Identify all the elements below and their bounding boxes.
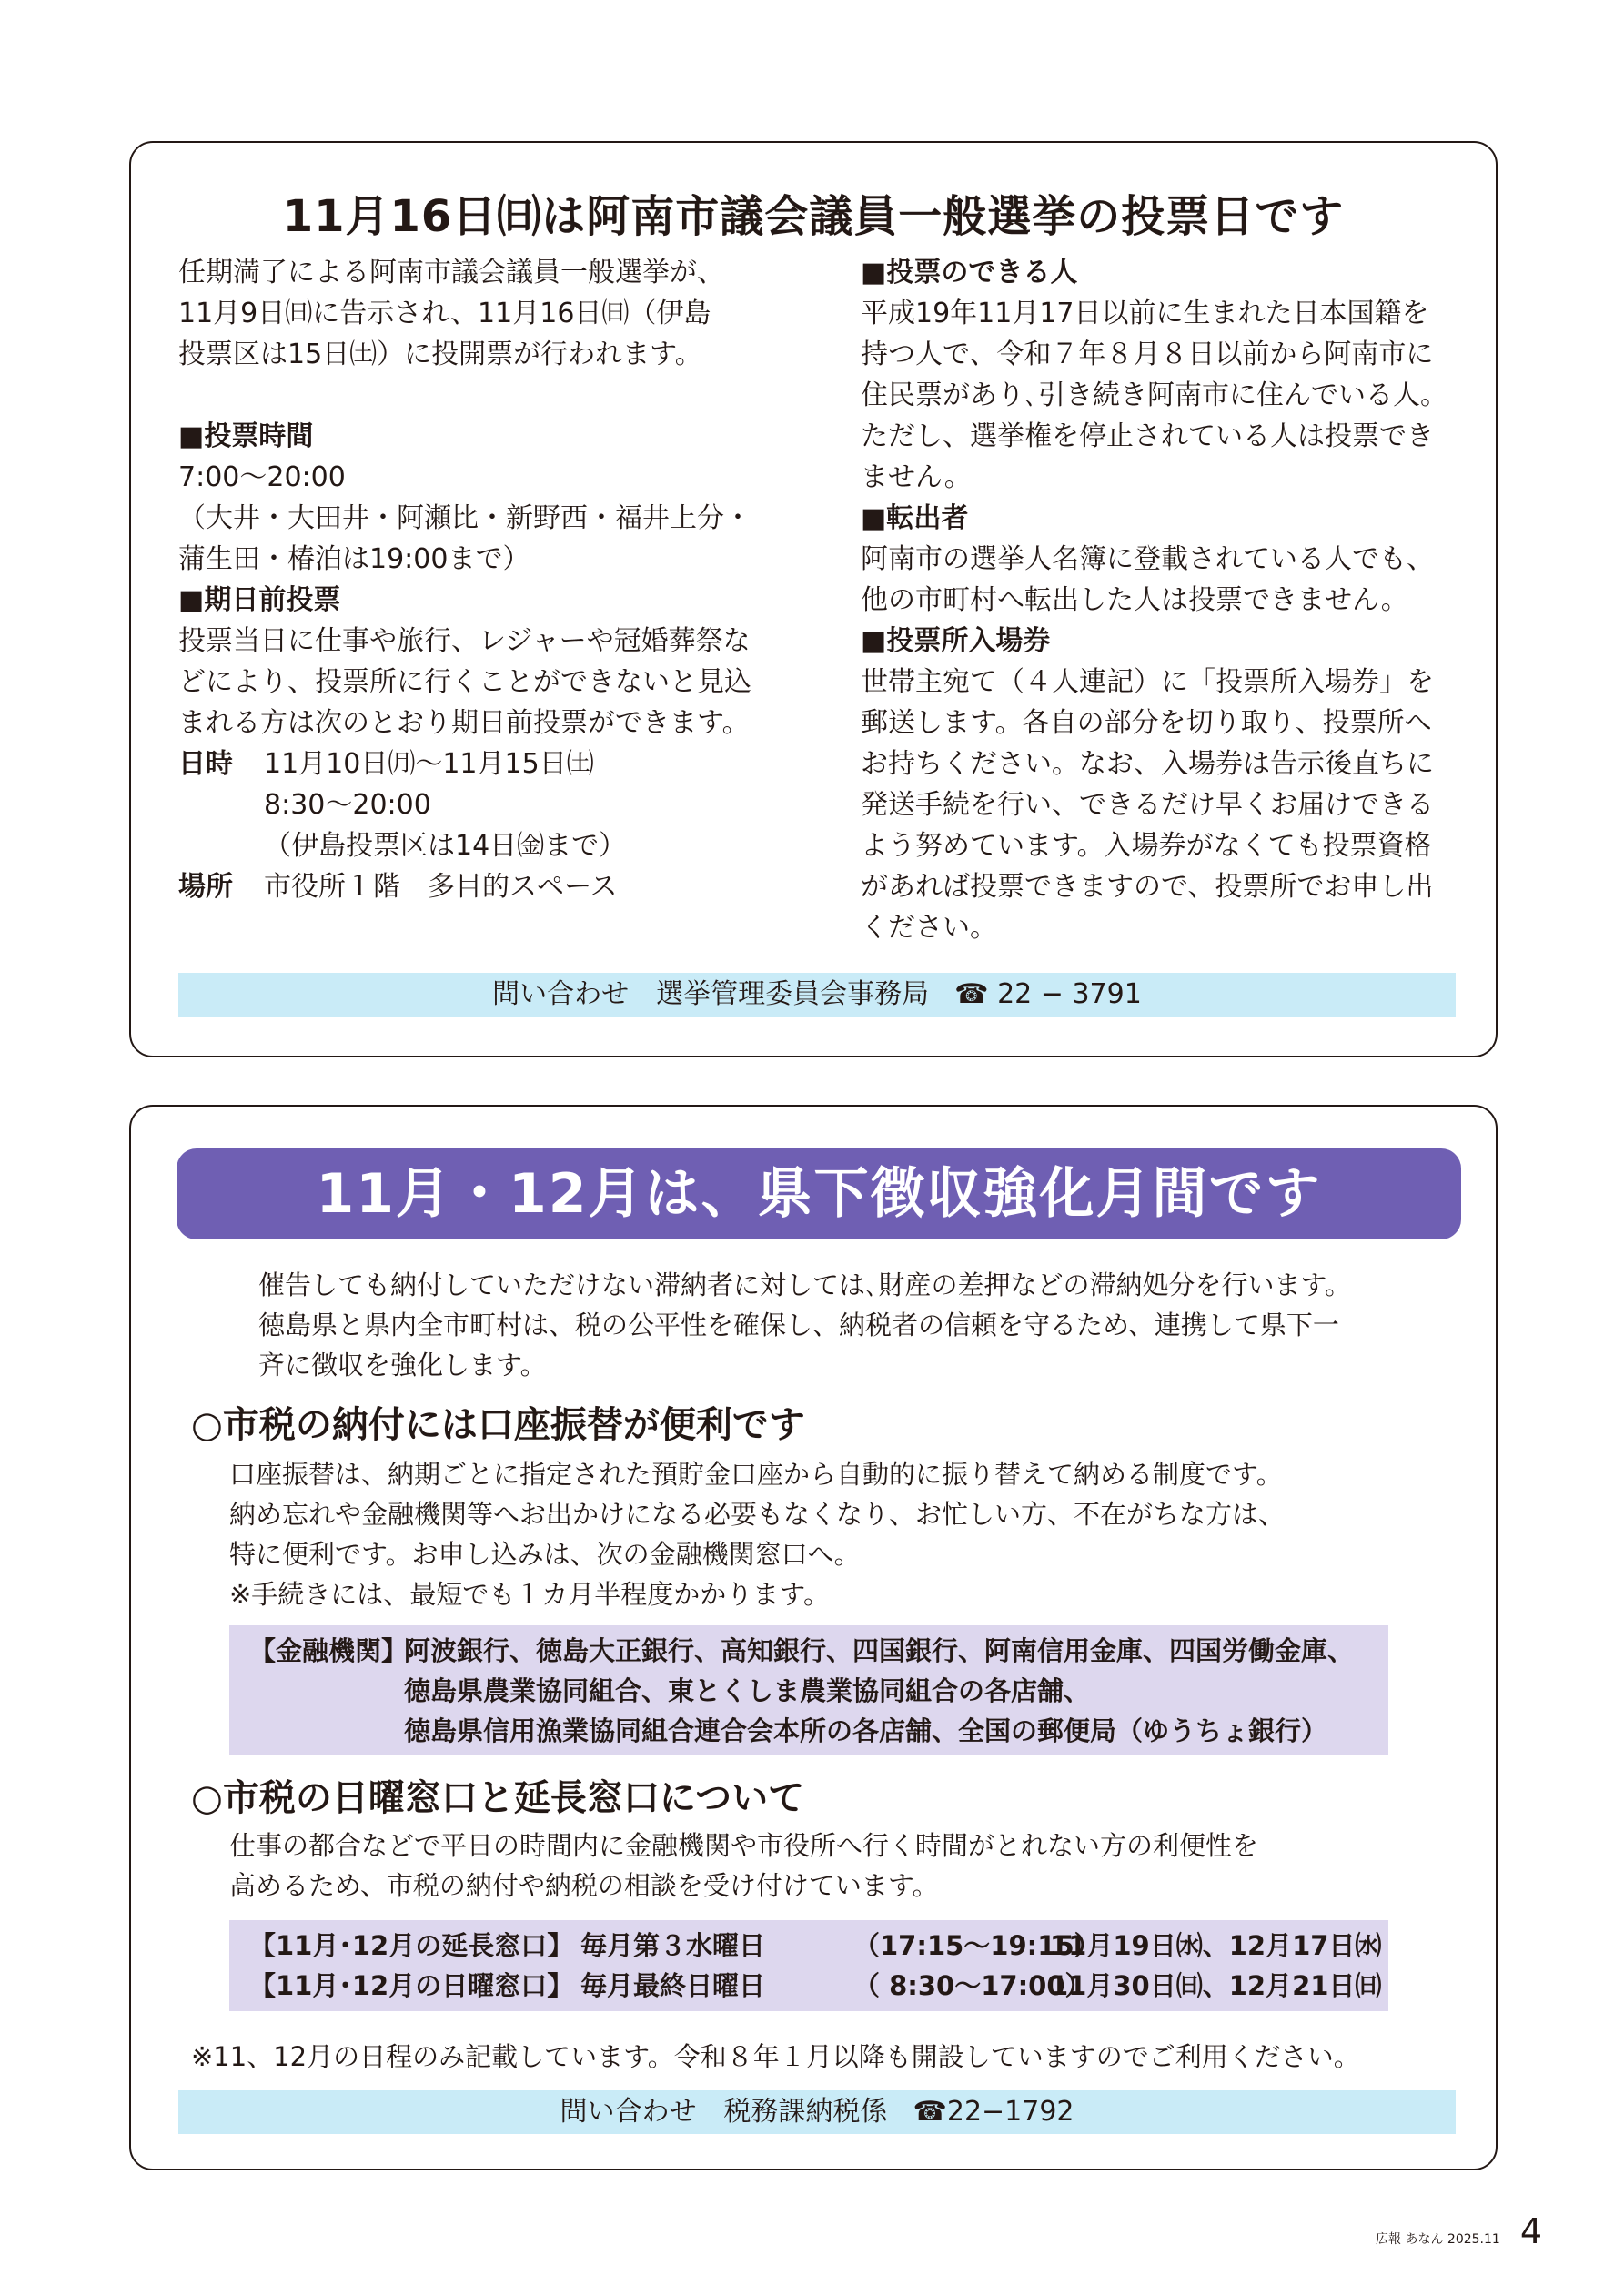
intro-line: 11月9日㈰に告示され、11月16日㈰（伊島 [178, 298, 711, 329]
moved-out-line: 阿南市の選挙人名簿に登載されている人でも、 [861, 543, 1434, 575]
body-line: 納め忘れや金融機関等へお出かけになる必要もなくなり、お忙しい方、不在がちな方は、 [229, 1499, 1286, 1530]
account-transfer-heading: ○市税の納付には口座振替が便利です [191, 1404, 805, 1446]
tax-intro [258, 1265, 1405, 1385]
voting-hours-line: 7:00〜20:00 [178, 461, 346, 493]
voting-hours-line: （大井・大田井・阿瀬比・新野西・福井上分・ [178, 502, 751, 534]
election-panel [129, 141, 1498, 1057]
early-voting-date-row [178, 743, 833, 784]
intro-line: 徳島県と県内全市町村は、税の公平性を確保し、納税者の信頼を守るため、連携して県下一 [258, 1310, 1339, 1340]
early-voting-heading: ■期日前投票 [178, 584, 341, 616]
eligible-line: ません。 [861, 461, 972, 493]
intro-line: 投票区は15日㈯）に投開票が行われます。 [178, 339, 702, 370]
contact-text: 問い合わせ 選挙管理委員会事務局 [492, 978, 930, 1010]
tax-panel [129, 1105, 1498, 2170]
fin-line: 徳島県信用漁業協同組合連合会本所の各店舗、全国の郵便局（ゆうちょ銀行） [404, 1715, 1328, 1746]
body-line: 口座振替は、納期ごとに指定された預貯金口座から自動的に振り替えて納める制度です。 [229, 1459, 1283, 1490]
ticket-line: お持ちください。なお、入場券は告示後直ちに [861, 748, 1434, 780]
sunday-window-body [229, 1826, 1412, 1906]
voting-hours-heading: ■投票時間 [178, 420, 314, 452]
schedule-dates: 11月19日㈬、12月17日㈬ [1050, 1930, 1382, 1961]
ticket-line: ください。 [861, 912, 997, 944]
phone-number: ☎22−1792 [913, 2096, 1074, 2128]
sunday-window-heading: ○市税の日曜窓口と延長窓口について [191, 1777, 805, 1819]
schedule-time: （ 8:30〜17:00） [853, 1970, 1092, 2001]
early-voting-line: 投票当日に仕事や旅行、レジャーや冠婚葬祭な [178, 625, 751, 657]
election-contact-bar [178, 973, 1456, 1017]
window-schedule-box [229, 1920, 1388, 2011]
ticket-line: 世帯主宛て（４人連記）に「投票所入場券」を [861, 666, 1434, 698]
place-value: 市役所１階 多目的スペース [264, 871, 618, 903]
fin-label: 【金融機関】 [249, 1635, 409, 1666]
fin-line: 阿波銀行、徳島大正銀行、高知銀行、四国銀行、阿南信用金庫、四国労働金庫、 [404, 1635, 1355, 1666]
page-number: 4 [1519, 2211, 1542, 2251]
tax-contact-bar [178, 2090, 1456, 2134]
schedule-note: ※11、12月の日程のみ記載しています。令和８年１月以降も開設していますのでご利用ください。 [191, 2041, 1360, 2072]
date-value: （伊島投票区は14日㈮まで） [264, 830, 627, 862]
early-voting-line: どにより、投票所に行くことができないと見込 [178, 666, 751, 698]
fin-line: 徳島県農業協同組合、東とくしま農業協同組合の各店舗、 [404, 1675, 1091, 1706]
eligible-line: 持つ人で、令和７年８月８日以前から阿南市に [861, 339, 1434, 370]
eligible-heading: ■投票のできる人 [861, 257, 1078, 288]
schedule-row [249, 1966, 1388, 2006]
schedule-day: 毎月第３水曜日 [580, 1930, 766, 1961]
magazine-name: 広報 あなん 2025.11 [1376, 2232, 1500, 2247]
schedule-dates: 11月30日㈰、12月21日㈰ [1050, 1970, 1382, 2001]
election-title: 11月16日㈰は阿南市議会議員一般選挙の投票日です [282, 191, 1345, 242]
phone-number: ☎ 22 − 3791 [954, 978, 1142, 1010]
date-value: 8:30〜20:00 [264, 789, 431, 821]
election-left-column [178, 252, 833, 907]
body-line: 特に便利です。お申し込みは、次の金融機関窓口へ。 [229, 1539, 861, 1570]
account-transfer-body [229, 1454, 1412, 1614]
intro-line: 催告しても納付していただけない滞納者に対しては､財産の差押などの滞納処分を行います。 [258, 1269, 1352, 1300]
body-line: 高めるため、市税の納付や納税の相談を受け付けています。 [229, 1870, 939, 1901]
body-line: ※手続きには、最短でも１カ月半程度かかります。 [229, 1579, 830, 1610]
financial-institutions-box [229, 1625, 1388, 1755]
tax-banner-title: 11月・12月は、県下徴収強化月間です [177, 1148, 1461, 1239]
moved-out-line: 他の市町村へ転出した人は投票できません。 [861, 584, 1408, 616]
date-value: 11月10日㈪〜11月15日㈯ [264, 748, 594, 780]
schedule-label: 【11月･12月の日曜窓口】 [249, 1970, 574, 2001]
body-line: 仕事の都合などで平日の時間内に金融機関や市役所へ行く時間がとれない方の利便性を [229, 1830, 1259, 1861]
place-label: 場所 [178, 871, 233, 903]
ticket-heading: ■投票所入場券 [861, 625, 1051, 657]
intro-line: 斉に徴収を強化します。 [258, 1350, 547, 1381]
eligible-line: ただし、選挙権を停止されている人は投票でき [861, 420, 1434, 452]
page-footer [1376, 2211, 1542, 2251]
schedule-row [249, 1926, 1388, 1966]
eligible-line: 平成19年11月17日以前に生まれた日本国籍を [861, 298, 1429, 329]
moved-out-heading: ■転出者 [861, 502, 969, 534]
ticket-line: よう努めています。入場券がなくても投票資格 [861, 830, 1432, 862]
contact-text: 問い合わせ 税務課納税係 [560, 2096, 888, 2128]
ticket-line: があれば投票できますので、投票所でお申し出 [861, 871, 1434, 903]
election-right-column [861, 252, 1461, 948]
ticket-line: 郵送します。各自の部分を切り取り、投票所へ [861, 707, 1432, 739]
eligible-line: 住民票があり､引き続き阿南市に住んでいる人。 [861, 379, 1447, 411]
early-voting-line: まれる方は次のとおり期日前投票ができます。 [178, 707, 750, 739]
ticket-line: 発送手続を行い、できるだけ早くお届けできる [861, 789, 1434, 821]
schedule-day: 毎月最終日曜日 [580, 1970, 766, 2001]
schedule-time: （17:15〜19:15） [853, 1930, 1101, 1961]
early-voting-place-row [178, 866, 833, 907]
voting-hours-line: 蒲生田・椿泊は19:00まで） [178, 543, 530, 575]
date-label: 日時 [178, 748, 233, 780]
intro-line: 任期満了による阿南市議会議員一般選挙が、 [178, 257, 724, 288]
schedule-label: 【11月･12月の延長窓口】 [249, 1930, 574, 1961]
